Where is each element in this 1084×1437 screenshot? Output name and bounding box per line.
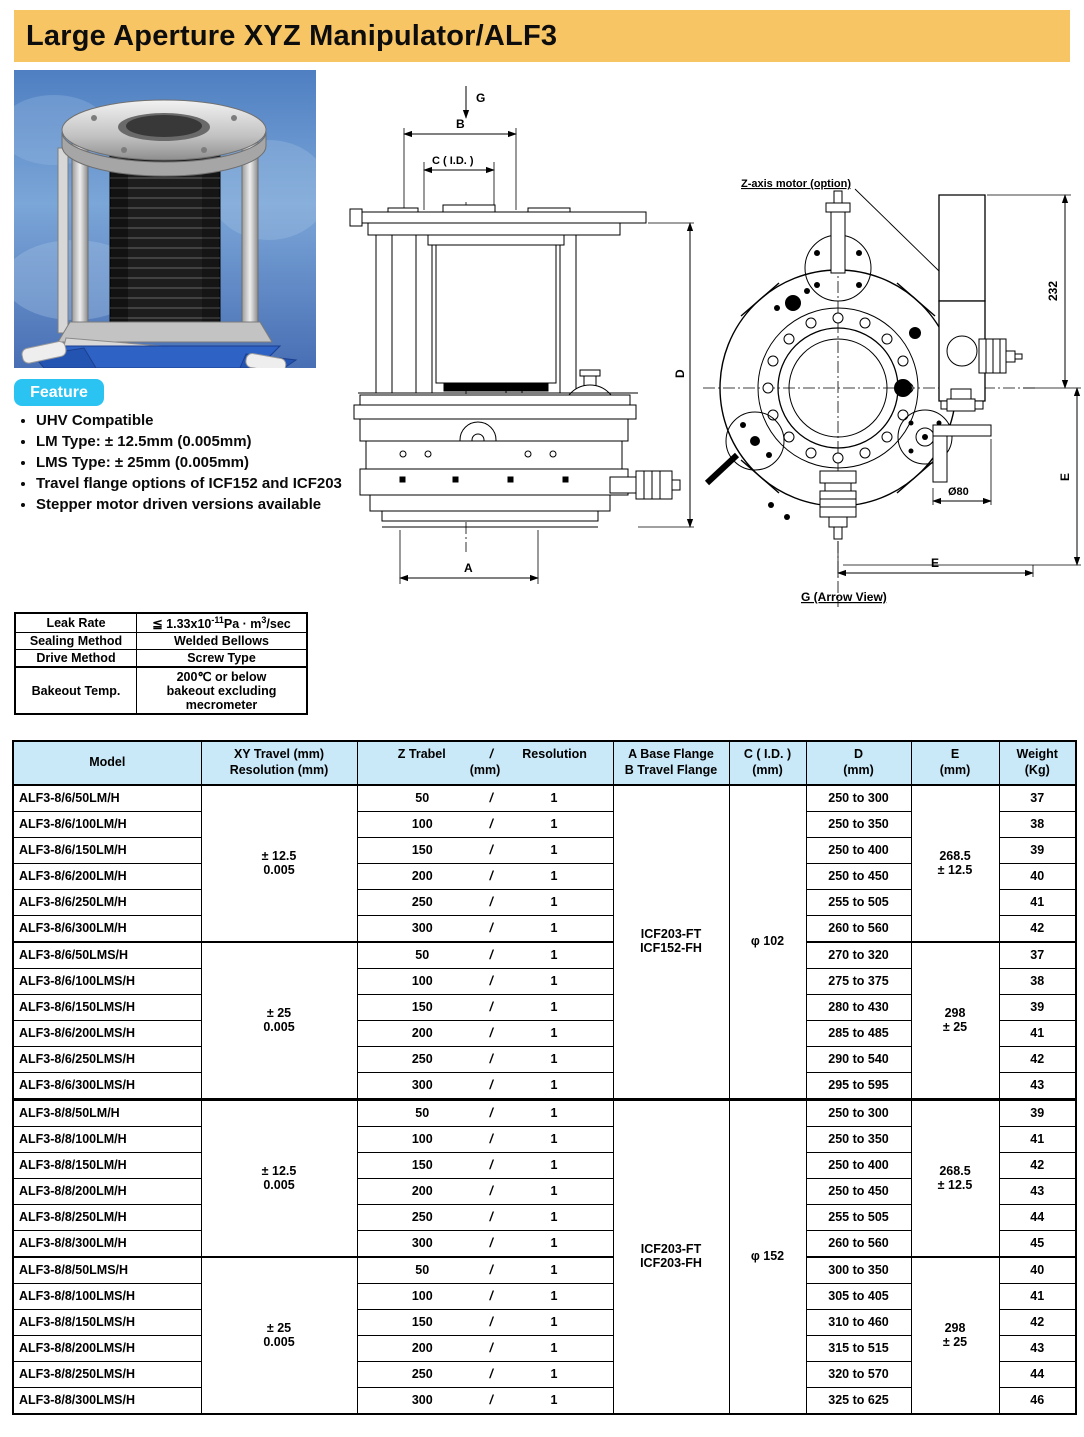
dim-label-232: 232 xyxy=(1046,280,1060,301)
cell-z-travel-resolution: 300 / 1 xyxy=(357,1231,613,1258)
cell-d: 305 to 405 xyxy=(806,1284,911,1310)
cell-d: 275 to 375 xyxy=(806,969,911,995)
cell-model: ALF3-8/8/100LM/H xyxy=(13,1127,201,1153)
cell-weight: 46 xyxy=(999,1388,1076,1415)
spec-row-bakeout xyxy=(15,667,307,714)
spec-label: Bakeout Temp. xyxy=(15,667,137,714)
cell-d: 280 to 430 xyxy=(806,995,911,1021)
cell-d: 320 to 570 xyxy=(806,1362,911,1388)
model-spec-table xyxy=(12,740,1077,1415)
cell-weight: 44 xyxy=(999,1205,1076,1231)
cell-z-travel-resolution: 300 / 1 xyxy=(357,916,613,943)
cell-d: 250 to 350 xyxy=(806,812,911,838)
cell-d: 270 to 320 xyxy=(806,942,911,969)
cell-z-travel-resolution: 100 / 1 xyxy=(357,1127,613,1153)
cell-model: ALF3-8/6/200LM/H xyxy=(13,864,201,890)
cell-d: 315 to 515 xyxy=(806,1336,911,1362)
page-title: Large Aperture XYZ Manipulator/ALF3 xyxy=(26,19,558,52)
spec-row-drive xyxy=(15,650,307,668)
feature-badge-label: Feature xyxy=(30,383,88,401)
cell-flange: ICF203-FT ICF203-FH xyxy=(613,1100,729,1415)
dim-label-c-id: C ( I.D. ) xyxy=(432,155,474,167)
view-caption: G (Arrow View) xyxy=(801,590,887,604)
cell-z-travel-resolution: 250 / 1 xyxy=(357,1362,613,1388)
cell-weight: 42 xyxy=(999,1047,1076,1073)
cell-z-travel-resolution: 300 / 1 xyxy=(357,1073,613,1100)
col-header-xy-travel: XY Travel (mm) Resolution (mm) xyxy=(201,741,357,785)
cell-model: ALF3-8/6/250LMS/H xyxy=(13,1047,201,1073)
top-view-drawing xyxy=(703,173,1083,609)
cell-c-id: φ 152 xyxy=(729,1100,806,1415)
cell-weight: 43 xyxy=(999,1073,1076,1100)
cell-z-travel-resolution: 250 / 1 xyxy=(357,890,613,916)
col-header-weight: Weight (Kg) xyxy=(999,741,1076,785)
cell-d: 250 to 300 xyxy=(806,1100,911,1127)
cell-model: ALF3-8/6/250LM/H xyxy=(13,890,201,916)
feature-item: • Stepper motor driven versions available xyxy=(36,494,378,515)
cell-d: 250 to 400 xyxy=(806,1153,911,1179)
cell-weight: 45 xyxy=(999,1231,1076,1258)
cell-xy-travel-resolution: ± 12.5 0.005 xyxy=(201,1100,357,1258)
spec-value: Welded Bellows xyxy=(137,633,308,650)
dim-label-dia80: Ø80 xyxy=(948,486,969,498)
cell-weight: 37 xyxy=(999,785,1076,812)
feature-item: • Travel flange options of ICF152 and ICF203 xyxy=(36,473,378,494)
cell-e: 298 ± 25 xyxy=(911,1257,999,1414)
cell-d: 295 to 595 xyxy=(806,1073,911,1100)
cell-weight: 44 xyxy=(999,1362,1076,1388)
cell-z-travel-resolution: 300 / 1 xyxy=(357,1388,613,1415)
cell-weight: 38 xyxy=(999,969,1076,995)
cell-z-travel-resolution: 150 / 1 xyxy=(357,1310,613,1336)
spec-table xyxy=(14,612,308,715)
cell-d: 300 to 350 xyxy=(806,1257,911,1284)
spec-value: 200℃ or below bakeout excluding mecrometer xyxy=(137,667,308,714)
cell-z-travel-resolution: 200 / 1 xyxy=(357,864,613,890)
cell-d: 325 to 625 xyxy=(806,1388,911,1415)
feature-list xyxy=(18,410,378,515)
cell-z-travel-resolution: 50 / 1 xyxy=(357,785,613,812)
cell-d: 285 to 485 xyxy=(806,1021,911,1047)
cell-model: ALF3-8/8/300LMS/H xyxy=(13,1388,201,1415)
cell-xy-travel-resolution: ± 25 0.005 xyxy=(201,942,357,1100)
feature-item: • LM Type: ± 12.5mm (0.005mm) xyxy=(36,431,378,452)
cell-z-travel-resolution: 50 / 1 xyxy=(357,1257,613,1284)
cell-d: 250 to 450 xyxy=(806,1179,911,1205)
cell-z-travel-resolution: 150 / 1 xyxy=(357,995,613,1021)
spec-label: Drive Method xyxy=(15,650,137,668)
cell-z-travel-resolution: 200 / 1 xyxy=(357,1021,613,1047)
cell-e: 298 ± 25 xyxy=(911,942,999,1100)
cell-d: 255 to 505 xyxy=(806,890,911,916)
feature-item: • LMS Type: ± 25mm (0.005mm) xyxy=(36,452,378,473)
cell-model: ALF3-8/8/200LM/H xyxy=(13,1179,201,1205)
cell-z-travel-resolution: 250 / 1 xyxy=(357,1047,613,1073)
cell-weight: 39 xyxy=(999,1100,1076,1127)
cell-model: ALF3-8/6/150LMS/H xyxy=(13,995,201,1021)
cell-z-travel-resolution: 150 / 1 xyxy=(357,1153,613,1179)
dim-label-d: D xyxy=(673,369,687,378)
col-header-model: Model xyxy=(13,741,201,785)
cell-d: 310 to 460 xyxy=(806,1310,911,1336)
cell-model: ALF3-8/8/250LM/H xyxy=(13,1205,201,1231)
cell-flange: ICF203-FT ICF152-FH xyxy=(613,785,729,1100)
front-view-drawing xyxy=(348,82,700,594)
cell-z-travel-resolution: 200 / 1 xyxy=(357,1179,613,1205)
cell-model: ALF3-8/6/50LM/H xyxy=(13,785,201,812)
col-header-c-id: C ( I.D. ) (mm) xyxy=(729,741,806,785)
col-header-d: D (mm) xyxy=(806,741,911,785)
cell-model: ALF3-8/8/200LMS/H xyxy=(13,1336,201,1362)
cell-weight: 41 xyxy=(999,1284,1076,1310)
cell-d: 260 to 560 xyxy=(806,916,911,943)
feature-badge xyxy=(14,379,104,406)
cell-model: ALF3-8/6/100LM/H xyxy=(13,812,201,838)
cell-weight: 38 xyxy=(999,812,1076,838)
dim-label-b: B xyxy=(456,117,465,131)
col-header-flange: A Base Flange B Travel Flange xyxy=(613,741,729,785)
spec-value: ≦ $1.33x10^{-11}Pa \cdot m^3/\sec$ xyxy=(137,613,308,633)
cell-z-travel-resolution: 50 / 1 xyxy=(357,1100,613,1127)
cell-weight: 39 xyxy=(999,838,1076,864)
cell-xy-travel-resolution: ± 25 0.005 xyxy=(201,1257,357,1414)
table-row xyxy=(13,785,1076,812)
table-row xyxy=(13,942,1076,969)
cell-z-travel-resolution: 150 / 1 xyxy=(357,838,613,864)
cell-model: ALF3-8/8/150LM/H xyxy=(13,1153,201,1179)
cell-model: ALF3-8/8/150LMS/H xyxy=(13,1310,201,1336)
cell-e: 268.5 ± 12.5 xyxy=(911,785,999,942)
spec-label: Leak Rate xyxy=(15,613,137,633)
cell-d: 250 to 350 xyxy=(806,1127,911,1153)
title-bar xyxy=(14,10,1070,62)
cell-model: ALF3-8/6/100LMS/H xyxy=(13,969,201,995)
cell-model: ALF3-8/6/300LM/H xyxy=(13,916,201,943)
cell-z-travel-resolution: 100 / 1 xyxy=(357,812,613,838)
cell-z-travel-resolution: 250 / 1 xyxy=(357,1205,613,1231)
cell-weight: 42 xyxy=(999,1153,1076,1179)
label-z-axis-motor: Z-axis motor (option) xyxy=(741,178,851,190)
cell-weight: 43 xyxy=(999,1179,1076,1205)
spec-row-sealing xyxy=(15,633,307,650)
cell-weight: 40 xyxy=(999,1257,1076,1284)
cell-weight: 37 xyxy=(999,942,1076,969)
table-row xyxy=(13,1257,1076,1284)
table-header-row xyxy=(13,741,1076,785)
main-table-body xyxy=(13,785,1076,1414)
cell-weight: 39 xyxy=(999,995,1076,1021)
cell-weight: 41 xyxy=(999,890,1076,916)
cell-d: 260 to 560 xyxy=(806,1231,911,1258)
cell-z-travel-resolution: 100 / 1 xyxy=(357,969,613,995)
cell-model: ALF3-8/8/250LMS/H xyxy=(13,1362,201,1388)
product-photo xyxy=(14,70,316,368)
cell-d: 290 to 540 xyxy=(806,1047,911,1073)
dim-label-a: A xyxy=(464,561,473,575)
cell-xy-travel-resolution: ± 12.5 0.005 xyxy=(201,785,357,942)
cell-model: ALF3-8/8/50LMS/H xyxy=(13,1257,201,1284)
spec-value: Screw Type xyxy=(137,650,308,668)
cell-d: 250 to 300 xyxy=(806,785,911,812)
dim-label-g: G xyxy=(476,91,486,105)
spec-label: Sealing Method xyxy=(15,633,137,650)
cell-d: 250 to 450 xyxy=(806,864,911,890)
cell-z-travel-resolution: 50 / 1 xyxy=(357,942,613,969)
cell-z-travel-resolution: 100 / 1 xyxy=(357,1284,613,1310)
col-header-e: E (mm) xyxy=(911,741,999,785)
cell-weight: 42 xyxy=(999,916,1076,943)
cell-weight: 42 xyxy=(999,1310,1076,1336)
spec-row-leak-rate xyxy=(15,613,307,633)
table-row xyxy=(13,1100,1076,1127)
feature-item: • UHV Compatible xyxy=(36,410,378,431)
cell-c-id: φ 102 xyxy=(729,785,806,1100)
dim-label-e-horizontal: E xyxy=(931,556,940,570)
cell-weight: 41 xyxy=(999,1021,1076,1047)
cell-model: ALF3-8/8/100LMS/H xyxy=(13,1284,201,1310)
cell-weight: 43 xyxy=(999,1336,1076,1362)
cell-model: ALF3-8/6/200LMS/H xyxy=(13,1021,201,1047)
col-header-z-travel: Z Trabel / Resolution (mm) xyxy=(357,741,613,785)
cell-weight: 40 xyxy=(999,864,1076,890)
cell-model: ALF3-8/8/50LM/H xyxy=(13,1100,201,1127)
cell-model: ALF3-8/8/300LM/H xyxy=(13,1231,201,1258)
cell-z-travel-resolution: 200 / 1 xyxy=(357,1336,613,1362)
cell-model: ALF3-8/6/300LMS/H xyxy=(13,1073,201,1100)
cell-model: ALF3-8/6/150LM/H xyxy=(13,838,201,864)
cell-d: 255 to 505 xyxy=(806,1205,911,1231)
cell-e: 268.5 ± 12.5 xyxy=(911,1100,999,1258)
dim-label-e-vertical: E xyxy=(1058,472,1072,481)
cell-model: ALF3-8/6/50LMS/H xyxy=(13,942,201,969)
cell-d: 250 to 400 xyxy=(806,838,911,864)
cell-weight: 41 xyxy=(999,1127,1076,1153)
